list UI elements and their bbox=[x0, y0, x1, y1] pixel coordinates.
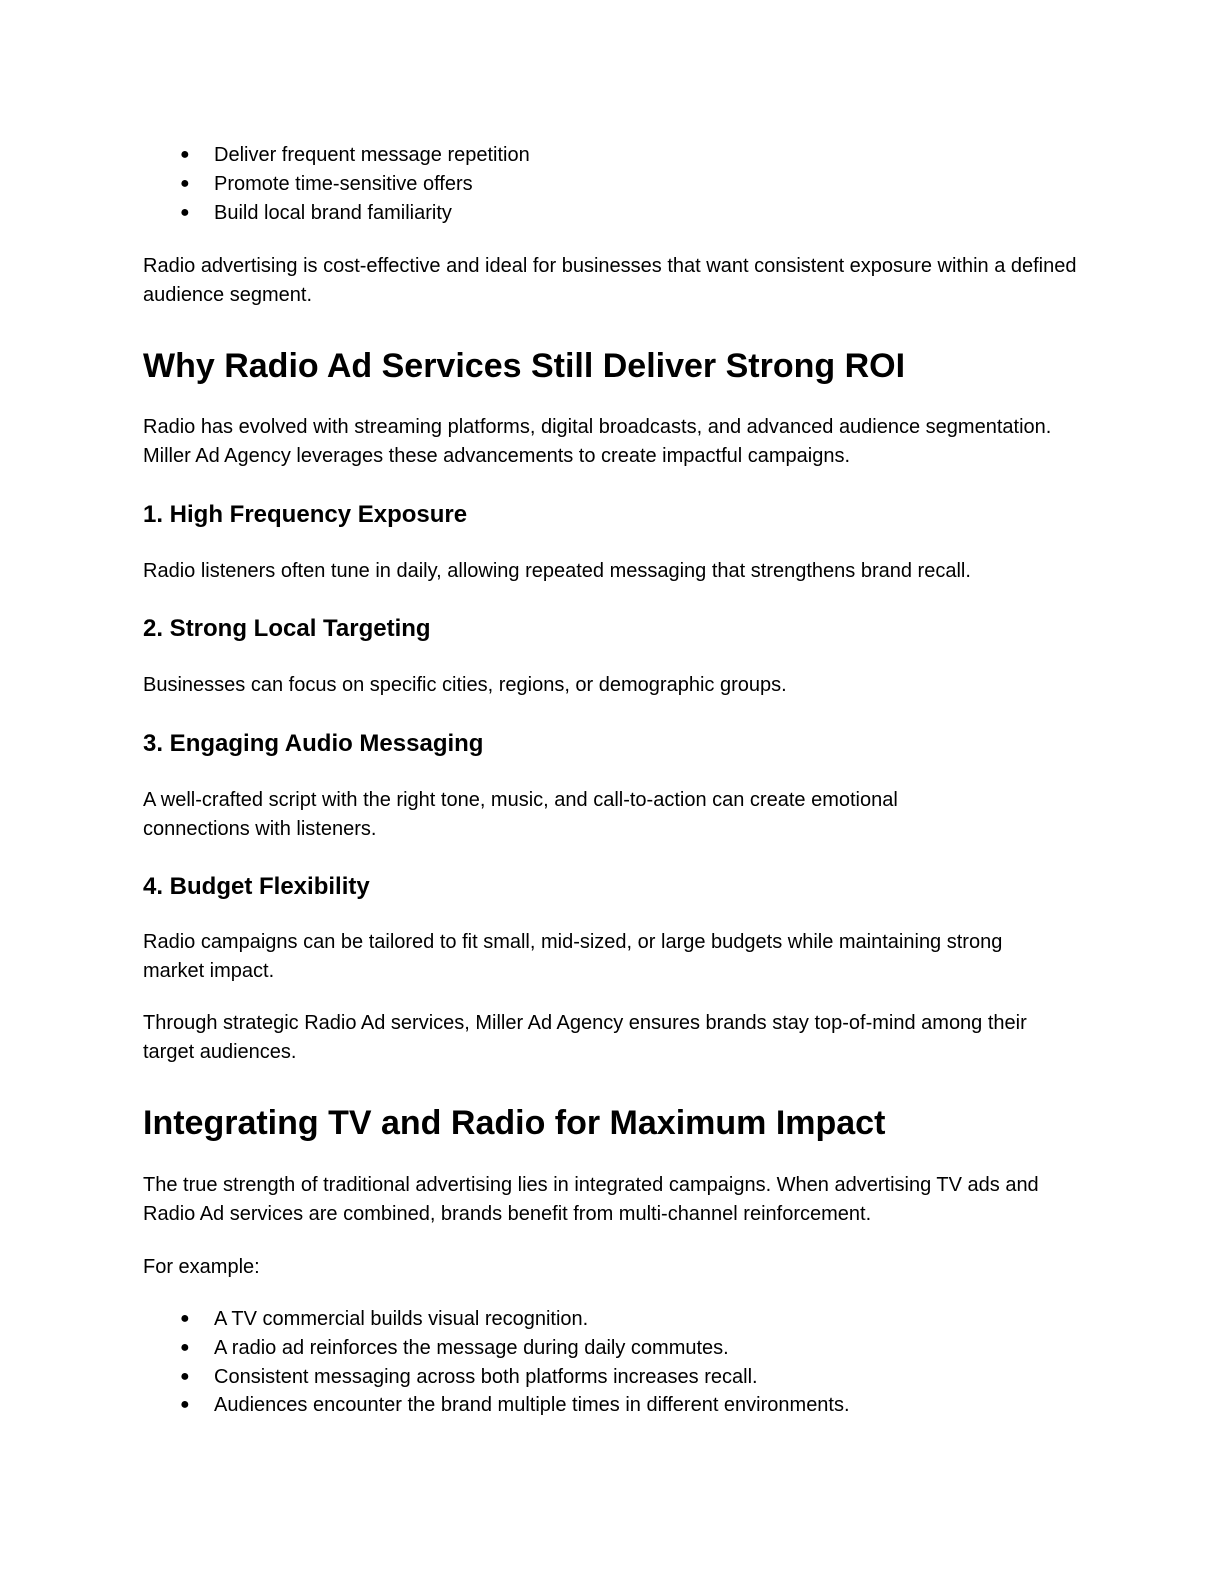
list-item bbox=[143, 1391, 1083, 1420]
bullet-icon: ● bbox=[180, 146, 190, 163]
bullet-list-top bbox=[143, 141, 1083, 227]
heading-section-4: 4. Budget Flexibility bbox=[143, 873, 370, 900]
list-item bbox=[143, 1305, 1083, 1334]
heading-integrating: Integrating TV and Radio for Maximum Impact bbox=[143, 1104, 886, 1142]
list-item-text: A radio ad reinforces the message during daily commutes. bbox=[214, 1336, 729, 1359]
paragraph-section-4: Radio campaigns can be tailored to fit small, mid-sized, or large budgets while maintaining strong market impact. bbox=[143, 931, 1003, 982]
bullet-icon: ● bbox=[180, 1396, 190, 1414]
paragraph-section-3: A well-crafted script with the right tone, music, and call-to-action can create emotional connections with listeners. bbox=[143, 789, 898, 840]
paragraph-section-2: Businesses can focus on specific cities, regions, or demographic groups. bbox=[143, 674, 787, 696]
list-item-text: Consistent messaging across both platforms increases recall. bbox=[214, 1365, 758, 1388]
paragraph-through: Through strategic Radio Ad services, Miller Ad Agency ensures brands stay top-of-mind among their target audiences. bbox=[143, 1012, 1027, 1063]
list-item-text: Build local brand familiarity bbox=[214, 201, 452, 224]
heading-section-1: 1. High Frequency Exposure bbox=[143, 501, 468, 528]
paragraph-radio-intro: Radio advertising is cost-effective and ideal for businesses that want consistent exposure within a defined audience segment. bbox=[143, 255, 1077, 306]
bullet-icon: ● bbox=[180, 203, 190, 221]
paragraph-roi: Radio has evolved with streaming platforms, digital broadcasts, and advanced audience segmentation. Miller Ad Agency leverages these advancements to create impactful campaigns. bbox=[143, 416, 1052, 467]
bullet-list-bottom bbox=[143, 1305, 1083, 1420]
list-item-text: Audiences encounter the brand multiple times in different environments. bbox=[214, 1394, 850, 1417]
list-item bbox=[143, 1334, 1083, 1363]
list-item bbox=[143, 199, 1083, 228]
list-item bbox=[143, 141, 1083, 170]
paragraph-section-1: Radio listeners often tune in daily, allowing repeated messaging that strengthens brand recall. bbox=[143, 560, 971, 582]
bullet-icon: ● bbox=[180, 1310, 190, 1327]
heading-section-2: 2. Strong Local Targeting bbox=[143, 615, 431, 642]
list-item-text: Promote time-sensitive offers bbox=[214, 172, 473, 195]
heading-roi: Why Radio Ad Services Still Deliver Strong ROI bbox=[143, 347, 906, 385]
list-item-text: Deliver frequent message repetition bbox=[214, 144, 530, 166]
list-item bbox=[143, 170, 1083, 199]
list-item bbox=[143, 1363, 1083, 1392]
heading-section-3: 3. Engaging Audio Messaging bbox=[143, 730, 484, 757]
list-item-text: A TV commercial builds visual recognition. bbox=[214, 1308, 589, 1330]
paragraph-integrating: The true strength of traditional advertising lies in integrated campaigns. When advertising TV ads and Radio Ad services are combined, brands benefit from multi-channel reinforcement. bbox=[143, 1174, 1039, 1225]
bullet-icon: ● bbox=[180, 174, 190, 192]
paragraph-example: For example: bbox=[143, 1256, 260, 1278]
bullet-icon: ● bbox=[180, 1367, 190, 1385]
bullet-icon: ● bbox=[180, 1338, 190, 1356]
